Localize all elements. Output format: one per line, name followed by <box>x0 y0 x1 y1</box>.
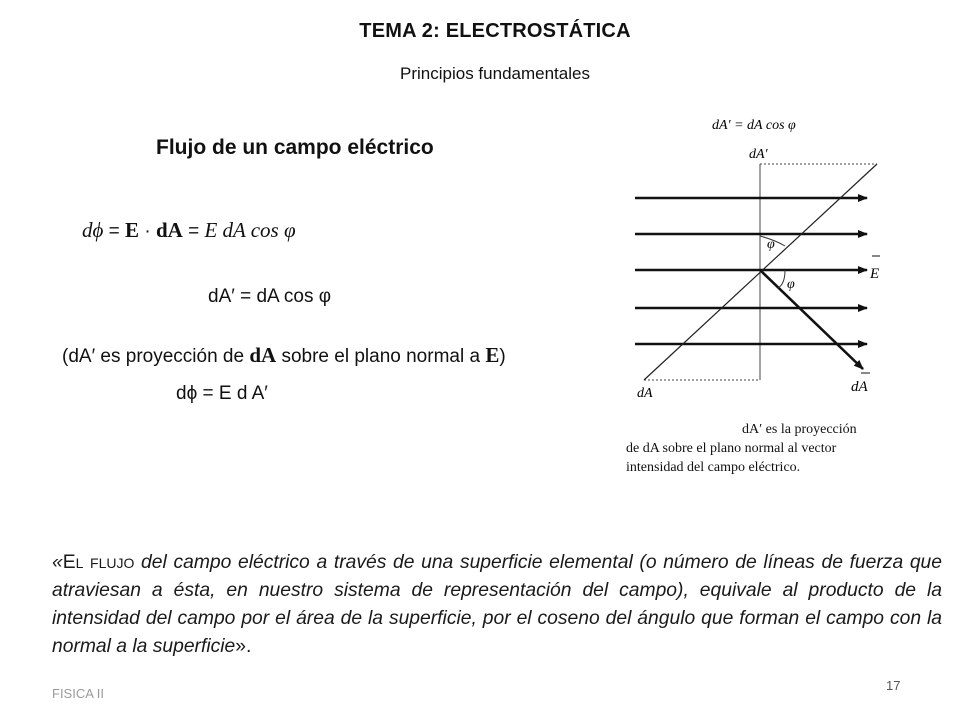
phi-upper-label: φ <box>767 237 775 252</box>
eq3-part-e: ) <box>499 346 506 367</box>
flux-definition-quote <box>52 549 942 661</box>
projection-note <box>62 343 506 368</box>
flux-projected-equation: dϕ = E d A′ <box>176 383 268 404</box>
caption-line-2: de dA sobre el plano normal al vector <box>626 441 837 456</box>
dA-prime-label: dA′ <box>749 147 768 162</box>
eq1-vector-E: E <box>125 218 140 242</box>
angle-arc-lower <box>778 270 785 288</box>
eq3-part-b: dA <box>249 343 277 367</box>
slide-subtitle: Principios fundamentales <box>400 64 590 83</box>
page-number: 17 <box>886 678 901 693</box>
flux-equation: dϕ = E · dA = E dA cos φ <box>82 218 296 242</box>
figure-caption <box>626 420 888 477</box>
dA-surface-label: dA <box>637 386 653 401</box>
quote-open: « <box>52 552 63 573</box>
phi-lower-label: φ <box>787 277 795 292</box>
dA-vector-label: dA <box>851 379 868 395</box>
eq3-part-d: E <box>485 343 500 367</box>
E-label: E <box>870 266 880 282</box>
caption-line-1: dA′ es la proyección <box>742 422 857 437</box>
quote-body: del campo eléctrico a través de una superficie elemental (o número de líneas de fuerza que atraviesan a ésta, en nuestro sistema de representación del campo), equivale al producto de la intensidad del campo por el área de la superficie, por el coseno del ángulo que forman el campo con la normal a la superficie <box>52 552 943 657</box>
projection-equation: dA′ = dA cos φ <box>208 286 332 307</box>
slide-title: TEMA 2: ELECTROSTÁTICA <box>359 20 631 42</box>
eq1-vector-dA: dA <box>155 218 183 242</box>
normal-vector-dA <box>760 270 863 369</box>
eq1-rhs: E dA cos φ <box>204 218 296 242</box>
footer-course: FISICA II <box>52 686 105 701</box>
eq3-part-a: (dA′ es proyección de <box>62 346 250 367</box>
eq3-part-c: sobre el plano normal a <box>276 346 486 367</box>
caption-line-3: intensidad del campo eléctrico. <box>626 460 801 475</box>
eq1-lhs: dϕ <box>82 218 104 242</box>
diagram-top-label: dA′ = dA cos φ <box>712 118 796 133</box>
quote-close: ». <box>235 636 252 657</box>
quote-smallcaps: El flujo <box>62 552 135 573</box>
flux-diagram <box>615 112 905 412</box>
section-heading: Flujo de un campo eléctrico <box>156 136 434 159</box>
